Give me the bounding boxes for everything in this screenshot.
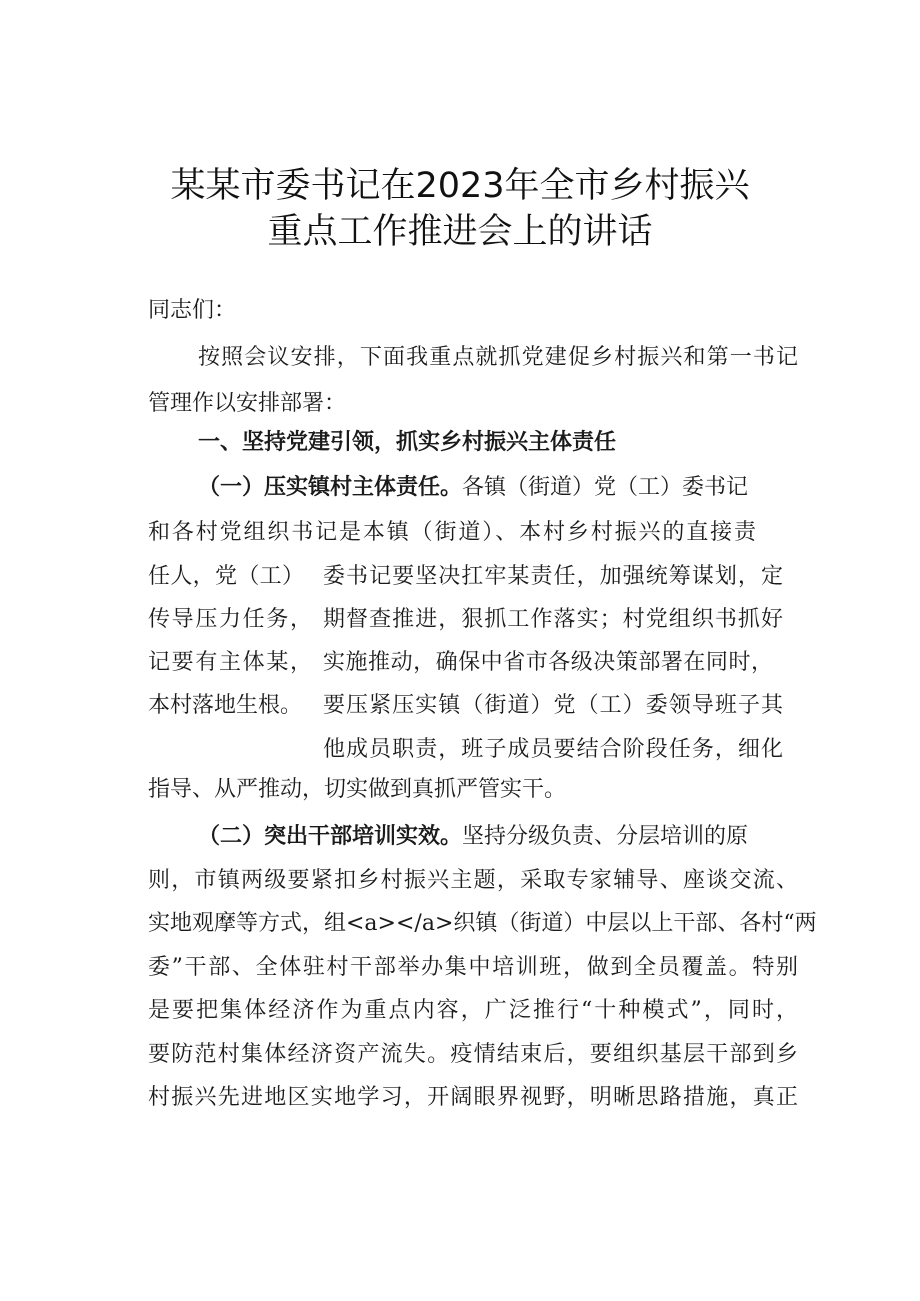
section-1-paragraph-1-line-2: 和各村党组织书记是本镇（街道）、本村乡村振兴的直接责 — [148, 520, 756, 545]
intro-line-2: 管理作以安排部署： — [148, 391, 347, 416]
section-1-paragraph-2-line-2: 则，市镇两级要紧扣乡村振兴主题，采取专家辅导、座谈交流、 — [148, 868, 798, 893]
section-1-paragraph-2-line-5: 是要把集体经济作为重点内容，广泛推行“十种模式”，同时， — [148, 998, 798, 1023]
section-1-paragraph-2-line-6: 要防范村集体经济资产流失。疫情结束后，要组织基层干部到乡 — [148, 1042, 798, 1067]
section-1-paragraph-2-line-1 — [198, 822, 748, 852]
salutation: 同志们： — [148, 298, 237, 323]
intro-line-1: 按照会议安排，下面我重点就抓党建促乡村振兴和第一书记 — [198, 345, 798, 370]
left-column-line-1: 任人，党（工） — [148, 564, 304, 589]
document-title-line-2: 重点工作推进会上的讲话 — [267, 212, 653, 252]
document-title-line-1: 某某市委书记在2023年全市乡村振兴 — [170, 166, 750, 206]
section-1-item-2-heading: （二）突出干部培训实效。 — [198, 824, 463, 849]
right-column-line-1: 委书记要坚决扛牢某责任，加强统筹谋划，定 — [323, 564, 783, 589]
section-1-item-1-heading: （一）压实镇村主体责任。 — [198, 475, 463, 500]
section-1-paragraph-2-line-3: 实地观摩等方式，组<a></a>织镇（街道）中层以上干部、各村“两 — [148, 911, 817, 936]
section-1-item-2-text: 坚持分级负责、分层培训的原 — [462, 824, 749, 849]
section-1-paragraph-1-line-1 — [198, 473, 748, 503]
right-column-line-4: 要压紧压实镇（街道）党（工）委领导班子其 — [323, 693, 783, 718]
section-1-paragraph-1-line-7: 他成员职责，班子成员要结合阶段任务，细化 — [323, 737, 783, 762]
right-column-line-3: 实施推动，确保中省市各级决策部署在同时， — [323, 650, 773, 675]
section-1-paragraph-2-line-4: 委”干部、全体驻村干部举办集中培训班，做到全员覆盖。特别 — [148, 955, 798, 980]
section-1-paragraph-1-line-8: 指导、从严推动，切实做到真抓严管实干。 — [148, 777, 567, 802]
left-column-line-3: 记要有主体某， — [148, 650, 312, 675]
left-column-line-2: 传导压力任务， — [148, 607, 312, 632]
section-1-heading: 一、坚持党建引领，抓实乡村振兴主体责任 — [198, 430, 617, 455]
right-column-line-2: 期督查推进，狠抓工作落实；村党组织书抓好 — [323, 607, 783, 632]
section-1-item-1-text: 各镇（街道）党（工）委书记 — [462, 475, 749, 500]
left-column-line-4: 本村落地生根。 — [148, 693, 303, 718]
section-1-paragraph-2-line-7: 村振兴先进地区实地学习，开阔眼界视野，明晰思路措施，真正 — [148, 1085, 798, 1110]
